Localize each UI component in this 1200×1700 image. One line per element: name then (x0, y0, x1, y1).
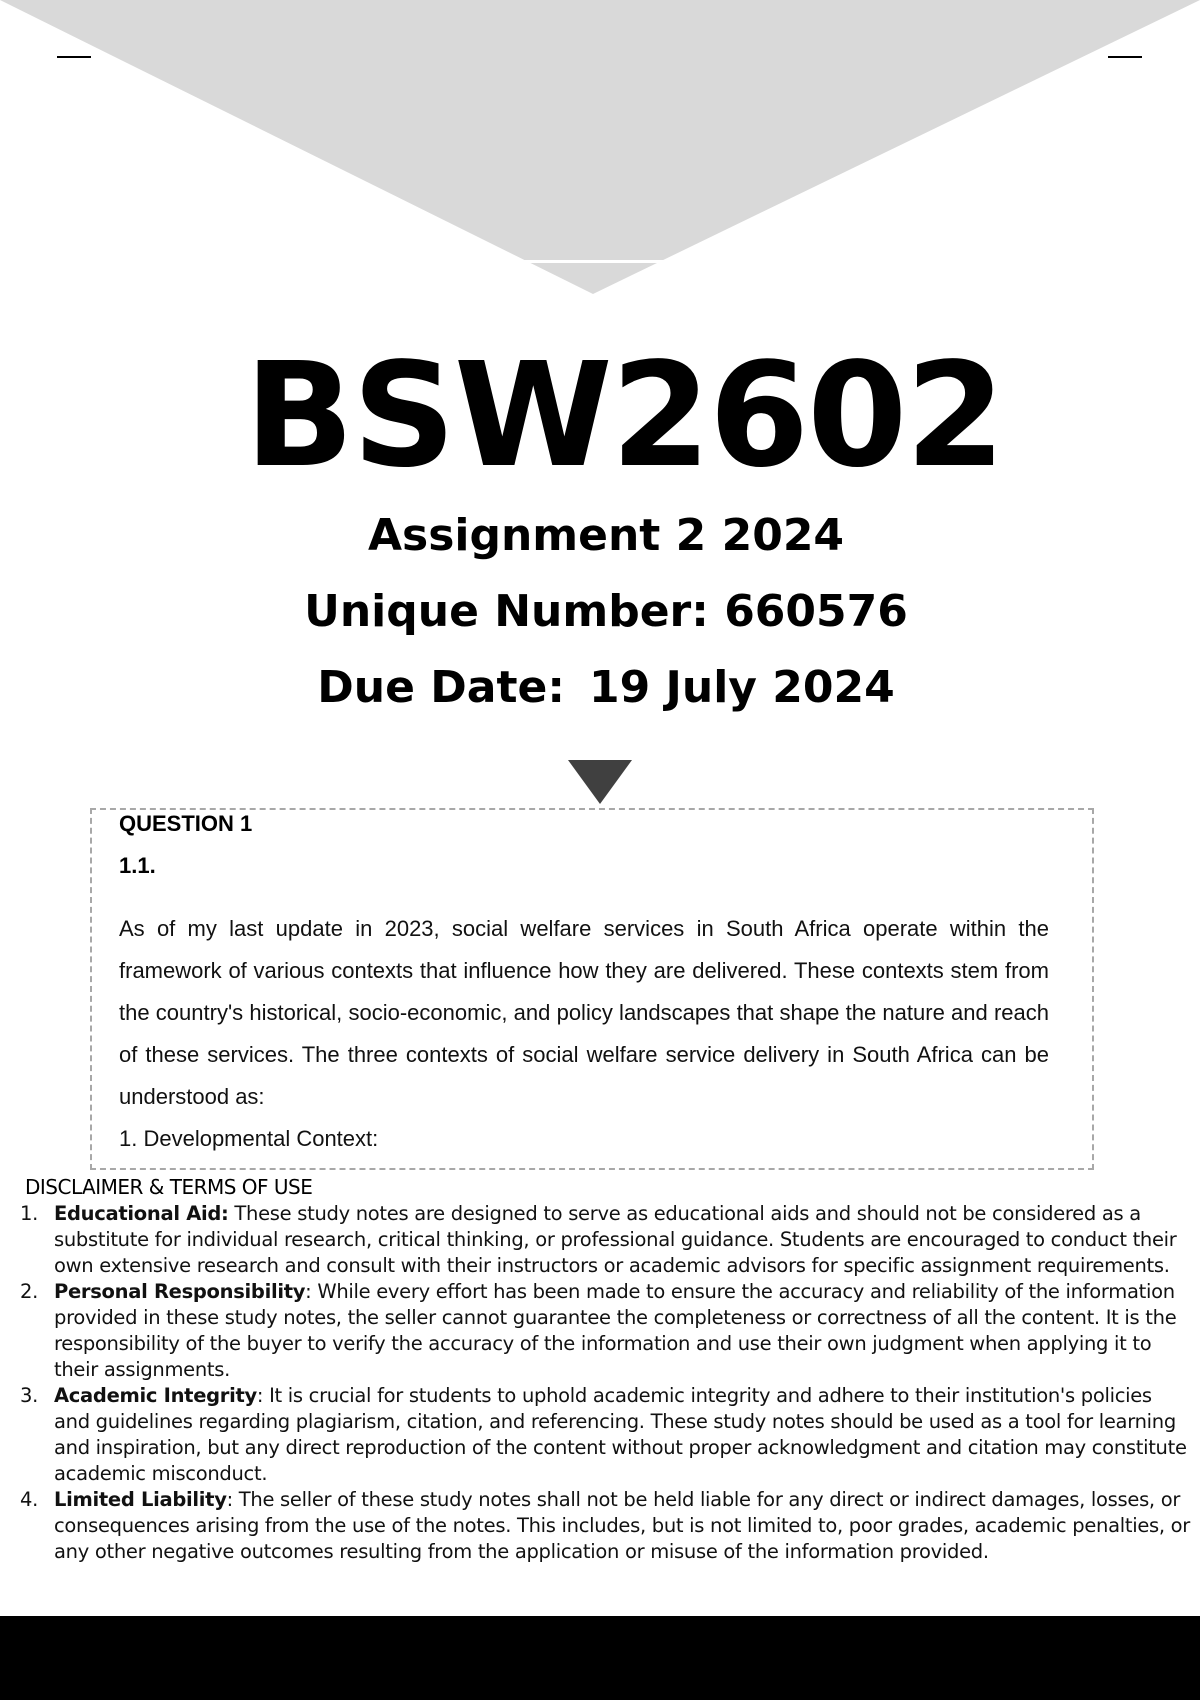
assignment-title: Assignment 2 2024 (367, 510, 845, 561)
due-date-label: Due Date: (317, 662, 565, 713)
term-text: : While every effort has been made to ensure the accuracy and reliability of the information provided in these study notes, the seller cannot guarantee the completeness or correctness of all the content. It is the responsibility of the buyer to verify the accuracy of the information and use their own judgment when applying it to their assignments. (54, 1280, 1177, 1381)
term-text: : It is crucial for students to uphold academic integrity and adhere to their institution's policies and guidelines regarding plagiarism, citation, and referencing. These study notes should be used as a tool for learning and inspiration, but any direct reproduction of the content without proper acknowledgment and citation may constitute academic misconduct. (54, 1384, 1187, 1485)
footer-band (0, 1616, 1200, 1700)
term-text: : The seller of these study notes shall not be held liable for any direct or indirect damages, losses, or consequences arising from the use of the notes. This includes, but is not limited to, poor grades, academic penalties, or any other negative outcomes resulting from the application or misuse of the information provided. (54, 1488, 1191, 1563)
down-arrow-icon (568, 760, 632, 804)
banner-notch (520, 260, 666, 263)
term-text: These study notes are designed to serve as educational aids and should not be considered as a substitute for individual research, critical thinking, or professional guidance. Students are encouraged to conduct their own extensive research and consult with their instructors or academic advisors for specific assignment requirements. (54, 1202, 1177, 1277)
due-date (0, 660, 1200, 716)
question-preview-box (90, 808, 1094, 1170)
terms-list (0, 1201, 1190, 1565)
term-number: 3. (20, 1384, 39, 1407)
term-title: Academic Integrity (54, 1384, 257, 1407)
question-subheading: 1.1. (119, 853, 156, 878)
term-number: 4. (20, 1488, 39, 1511)
corner-line-right (1108, 56, 1142, 58)
due-date-value: 19 July 2024 (588, 662, 895, 713)
question-heading: QUESTION 1 (119, 811, 253, 836)
banner-chevron (0, 0, 1200, 294)
term-item (0, 1201, 1190, 1279)
term-title: Educational Aid: (54, 1202, 229, 1225)
question-list-item: 1. Developmental Context: (119, 1126, 379, 1151)
unique-number-label: Unique Number: (304, 586, 709, 637)
course-code: BSW2602 (244, 331, 1004, 499)
term-item (0, 1279, 1190, 1383)
unique-number (0, 584, 1200, 640)
corner-line-left (57, 56, 91, 58)
question-body: As of my last update in 2023, social welfare services in South Africa operate within the framework of various contexts that influence how they are delivered. These contexts stem from the country's historical, socio-economic, and policy landscapes that shape the nature and reach of these services. The three contexts of social welfare service delivery in South Africa can be understood as: (119, 916, 1049, 1109)
unique-number-value: 660576 (724, 586, 908, 637)
term-item (0, 1383, 1190, 1487)
term-title: Limited Liability (54, 1488, 227, 1511)
header-banner (0, 0, 1200, 300)
disclaimer-title: DISCLAIMER & TERMS OF USE (25, 1175, 313, 1199)
term-title: Personal Responsibility (54, 1280, 306, 1303)
term-number: 1. (20, 1202, 39, 1225)
term-number: 2. (20, 1280, 39, 1303)
term-item (0, 1487, 1190, 1565)
